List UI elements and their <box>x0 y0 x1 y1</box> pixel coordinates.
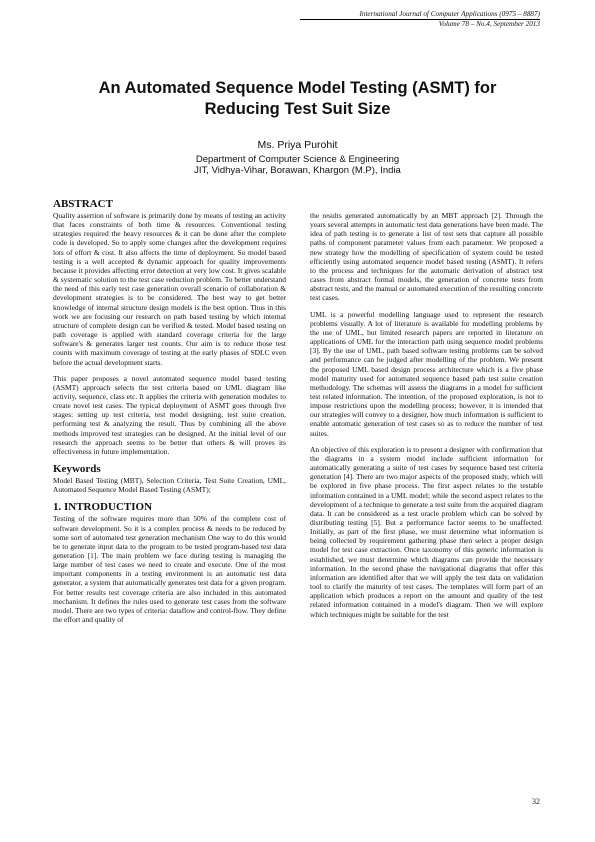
abstract-paragraph-2: This paper proposes a novel automated sequence model based testing (ASMT) approach selects the test criteria based on UML diagram like activity, sequence, class etc. It applies the criteria with generation modules to create novel test cases. The typical deployment of ASMT goes through five stages: setting up test criteria, test model designing, test suite creation, performing test & analyzing the result. Thus by combining all the above methods improved test strategies can be designed. At the initial level of our research the approach seems to be better that others & will proves its effectiveness in future implementation. <box>53 373 286 456</box>
journal-header <box>300 10 540 29</box>
introduction-paragraph-1: Testing of the software requires more than 50% of the complete cost of software development. So it is a complex process & needs to be reduced by some sort of automated test generation mechanism One way to do this would be to generate input data to the program to be tested program-based test data generation [1]. The main problem we face during testing is managing the large number of test cases we need to create and execute. One of the most important components in a testing environment is an automatic test data generator, a system that automatically generates test data for a given program. For better results test coverage criteria are also included in this automated mechanism. It defines the rules used to generate test cases from the software model. There are two types of criteria: dataflow and control-flow. They define the effort and quality of <box>53 514 286 625</box>
journal-name: International Journal of Computer Applications (0975 – 8887) <box>300 10 540 20</box>
introduction-paragraph-3: UML is a powerful modelling language used to represent the research problems visually. A lot of literature is available for modelling problems by the use of UML, but limited research papers are reported in literature on applications of UML for the interaction path using sequence model problems [3]. By the use of UML, path based software testing problems can be solved and performance can be judged after modelling of the problem. We present the proposed UML based design process architecture which is a five phase model maturity used for automated sequence based path test suite creation methodology. The schemas will assess the diagrams in a model for sufficient test related information. The intention, of the proposed exploration, is not to impose restrictions upon the modelling process; however, it is intended that our strategies will convey to a designer, how much information is sufficient to enable automatic generation of test cases so as to reduce the number of test suites. <box>310 309 543 438</box>
introduction-paragraph-2: the results generated automatically by an MBT approach [2]. Through the years several attempts in automatic test data generations have been made. The idea of path testing is to generate a list of test sets that capture all possible paths of component parameter values from each parameter. We proposed a new strategy how the modelling of specification of system could be tested efficiently using automated sequence model based testing (ASMT). It refers to the process and techniques for the automatic derivation of abstract test cases from abstract formal models, the generation of concrete tests from abstract tests, and the manual or automated execution of the resulting concrete test cases. <box>310 211 543 303</box>
title-line-1: An Automated Sequence Model Testing (ASMT) for <box>98 79 497 97</box>
introduction-heading: 1. INTRODUCTION <box>53 501 153 514</box>
keywords-heading: Keywords <box>53 463 101 476</box>
author-block <box>50 140 545 177</box>
right-column <box>310 211 543 626</box>
introduction-paragraph-4: An objective of this exploration is to present a designer with confirmation that the diagrams in a system model include sufficient information for automatically generating a suite of test cases by sequence based test criteria generation [4]. There are two major aspects of the proposed study, which will be explored in five phase process. The first aspect relates to the testable information contained in a UML model; while the second aspect relates to the development of a technique to generate a test suite from the acquired diagram data. It can be considered as a test oracle problem which can be solved by distributing testing [5]. But a performance factor seems to be unaffected. Initially, as part of the first phase, we must determine what information is being collected by requirement gathering phase then select a proper design model for test case extraction. Once taxonomy of this generic information is established, we must determine which diagrams can provide the necessary information. In the second phase the navigational diagrams that offer this information are identified after that we will apply the test data on validation tool to clarify the maturity of test cases. The templates will form part of an application which produces a report on the amount and quality of the test related information contained in a model's diagram. Then we will explore which techniques might be suitable for the test <box>310 444 543 619</box>
abstract-heading: ABSTRACT <box>53 198 113 210</box>
author-name: Ms. Priya Purohit <box>257 139 338 151</box>
left-column <box>53 198 286 631</box>
title-line-2: Reducing Test Suit Size <box>204 100 391 118</box>
abstract-paragraph-1: Quality assertion of software is primarily done by means of testing an activity that faces constraints of both time & resources. Conventional testing strategies required the heavy resources & it can be done after the complete code is developed. So to apply some changes after the development requires lots of effort & cost. It also affects the time of deployment. So model based testing is a well accepted & dynamic approach for quality improvements because it provides affecting error detection at very low cost. It gives scalable & systematic solution to the test case reduction problem. To better understand the need of this early test case generation overall scenario of collaboration & development strategies is to be considered. The best way to get better knowledge of internal structure design models is the best option. Thus in this work we are focusing our research on path based testing by which internal structure of complete design can be verified & tested. Model based testing on path coverage is applied with standard coverage criteria for the large software's & generates larger test counts. Our aim is to reduce those test counts with maximum coverage of testing at the early phases of SDLC even before the actual development starts. <box>53 211 286 367</box>
page-number: 32 <box>532 797 540 806</box>
journal-volume: Volume 78 – No.4, September 2013 <box>438 20 540 28</box>
keywords-text: Model Based Testing (MBT), Selection Criteria, Test Suite Creation, UML, Automated Sequence Model Based Testing (ASMT); <box>53 476 286 495</box>
author-affiliation: JIT, Vidhya-Vihar, Borawan, Khargon (M.P), India <box>194 165 401 176</box>
author-department: Department of Computer Science & Engineering <box>195 153 400 165</box>
paper-title <box>50 78 545 120</box>
